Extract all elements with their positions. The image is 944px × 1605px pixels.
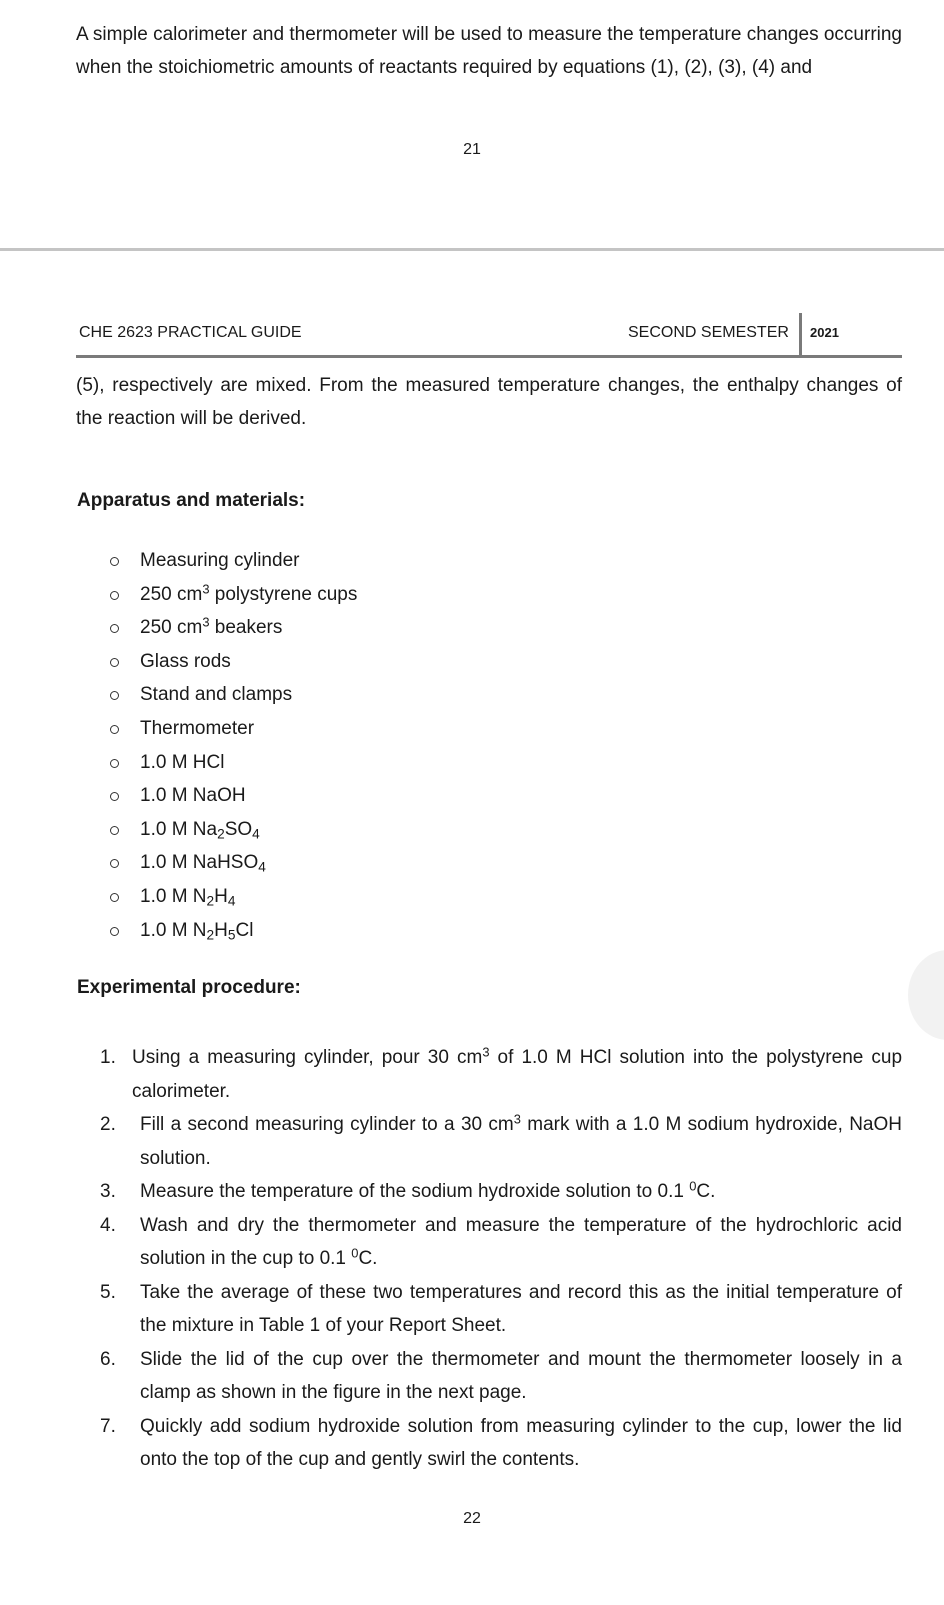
page-number-21: 21 bbox=[463, 141, 481, 158]
bullet-icon bbox=[110, 826, 119, 835]
bullet-icon bbox=[110, 725, 119, 734]
list-item: 1.0 M $N_2H_5Cl$ bbox=[76, 917, 357, 951]
list-item: 1.0 M $Na_2SO_4$ bbox=[76, 816, 357, 850]
bullet-icon bbox=[110, 893, 119, 902]
procedure-step bbox=[76, 1343, 902, 1410]
step-text: Slide the lid of the cup over the thermometer and mount the thermometer loosely in a clamp as shown in the figure in the next page. bbox=[140, 1348, 902, 1403]
list-item: Glass rods bbox=[76, 648, 357, 682]
page-break-divider bbox=[0, 248, 944, 251]
list-item: 250 $cm^3$ polystyrene cups bbox=[76, 581, 357, 615]
bullet-icon bbox=[110, 691, 119, 700]
header-year: 2021 bbox=[810, 325, 839, 340]
bullet-icon bbox=[110, 591, 119, 600]
bullet-icon bbox=[110, 658, 119, 667]
step-number: 5. bbox=[100, 1281, 116, 1303]
scroll-edge-shadow bbox=[908, 950, 944, 1040]
header-rule bbox=[76, 355, 902, 358]
step-text: Wash and dry the thermometer and measure the temperature of the hydrochloric acid solution in the cup to 0.1 $^0$C. bbox=[140, 1214, 902, 1269]
procedure-list bbox=[76, 1041, 902, 1477]
step-number: 6. bbox=[100, 1348, 116, 1370]
procedure-heading: Experimental procedure: bbox=[77, 977, 301, 998]
bullet-icon bbox=[110, 792, 119, 801]
procedure-step bbox=[76, 1108, 902, 1175]
list-item: 1.0 M HCl bbox=[76, 749, 357, 783]
step-text: Quickly add sodium hydroxide solution from measuring cylinder to the cup, lower the lid onto the top of the cup and gently swirl the contents. bbox=[140, 1415, 902, 1470]
page21-paragraph: A simple calorimeter and thermometer will be used to measure the temperature changes occurring when the stoichiometric amounts of reactants required by equations (1), (2), (3), (4) and bbox=[76, 24, 902, 78]
apparatus-heading: Apparatus and materials: bbox=[77, 490, 306, 511]
list-item: Measuring cylinder bbox=[76, 547, 357, 581]
step-text: Fill a second measuring cylinder to a 30 $cm^3$ mark with a 1.0 M sodium hydroxide, NaOH solution. bbox=[140, 1111, 903, 1169]
bullet-icon bbox=[110, 759, 119, 768]
procedure-step bbox=[76, 1276, 902, 1343]
step-number: 2. bbox=[100, 1114, 116, 1135]
procedure-step bbox=[76, 1041, 902, 1108]
procedure-step bbox=[76, 1175, 902, 1209]
list-item: 1.0 M NaOH bbox=[76, 782, 357, 816]
step-number: 7. bbox=[100, 1415, 116, 1437]
page-number-22: 22 bbox=[463, 1510, 481, 1527]
list-item: 250 $cm^3$ beakers bbox=[76, 614, 357, 648]
bullet-icon bbox=[110, 557, 119, 566]
step-text: Using a measuring cylinder, pour 30 $cm^3$ of 1.0 M HCl solution into the polystyrene cup calorimeter. bbox=[132, 1044, 903, 1102]
step-number: 4. bbox=[100, 1214, 116, 1236]
header-separator bbox=[799, 313, 802, 357]
header-semester: SECOND SEMESTER bbox=[628, 324, 789, 341]
page22-paragraph: (5), respectively are mixed. From the measured temperature changes, the enthalpy changes of the reaction will be derived. bbox=[76, 375, 902, 429]
list-item: 1.0 M $N_2H_4$ bbox=[76, 883, 357, 917]
procedure-step bbox=[76, 1410, 902, 1477]
bullet-icon bbox=[110, 927, 119, 936]
step-number: 3. bbox=[100, 1181, 116, 1202]
list-item: Thermometer bbox=[76, 715, 357, 749]
apparatus-list bbox=[76, 547, 357, 950]
step-number: 1. bbox=[100, 1047, 116, 1068]
step-text: Take the average of these two temperatures and record this as the initial temperature of the mixture in Table 1 of your Report Sheet. bbox=[140, 1281, 902, 1336]
step-text: Measure the temperature of the sodium hydroxide solution to 0.1 $^0$C. bbox=[140, 1178, 716, 1202]
bullet-icon bbox=[110, 624, 119, 633]
procedure-step bbox=[76, 1209, 902, 1276]
header-course-title: CHE 2623 PRACTICAL GUIDE bbox=[79, 324, 302, 341]
bullet-icon bbox=[110, 859, 119, 868]
list-item: Stand and clamps bbox=[76, 681, 357, 715]
list-item: 1.0 M NaHSO$_4$ bbox=[76, 849, 357, 883]
